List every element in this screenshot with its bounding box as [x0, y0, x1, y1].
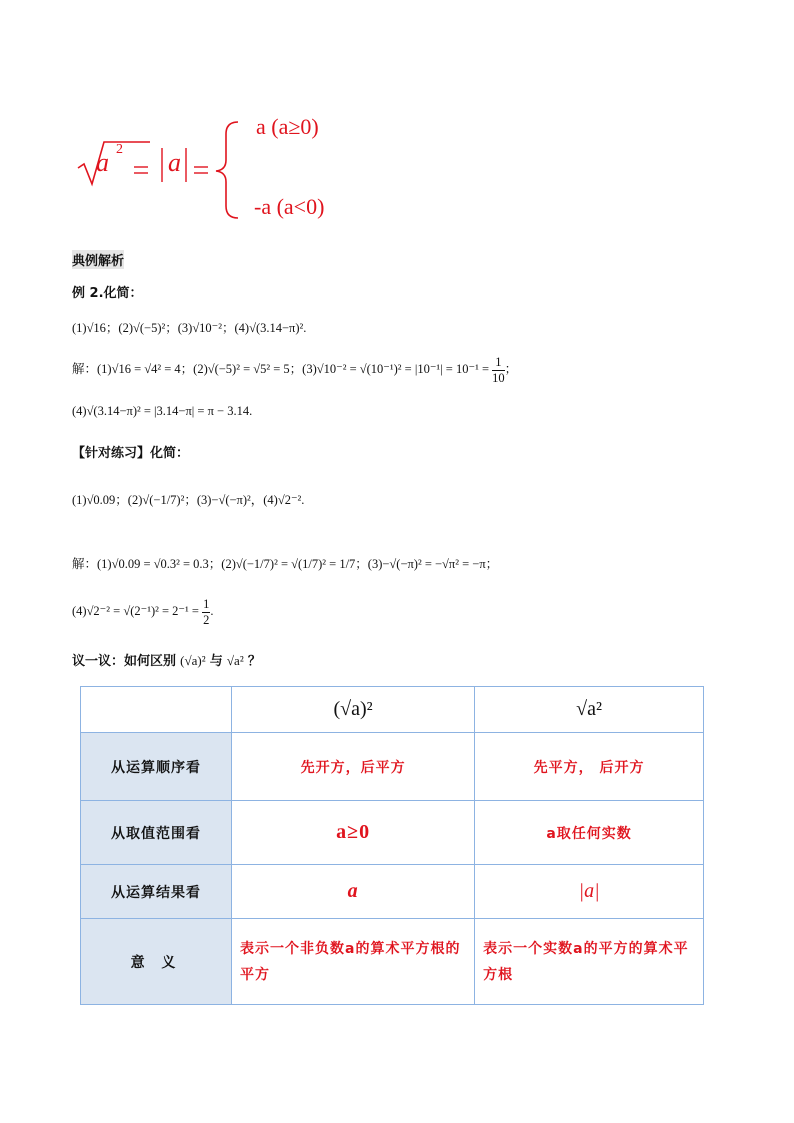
practice-solution-2: [72, 598, 213, 626]
table-corner-cell: [81, 687, 232, 733]
table-row: [81, 865, 704, 919]
discuss-mid: 与: [209, 654, 223, 669]
table-header-row: [81, 687, 704, 733]
discuss-end: ？: [247, 654, 261, 669]
solution-end: .: [210, 603, 214, 618]
example-solution-1: [72, 356, 517, 384]
row-label: 从运算顺序看: [81, 733, 232, 801]
example-title: 例 2.化简：: [72, 286, 143, 301]
discuss-expr-b: √a²: [226, 653, 244, 668]
solution-label: 解：: [72, 360, 98, 376]
frac-denominator: 2: [203, 612, 210, 627]
solution-end: ；: [504, 361, 518, 376]
cell-a: a: [232, 865, 475, 919]
discuss-line: [72, 650, 261, 669]
cell-a: 表示一个非负数a的算术平方根的平方: [232, 919, 475, 1005]
formula-lhs-exp: 2: [116, 142, 123, 157]
table-row: [81, 733, 704, 801]
definition-formula: [76, 114, 376, 230]
cell-a: 先开方，后平方: [232, 733, 475, 801]
cell-a: a≥0: [232, 801, 475, 865]
table-row: [81, 919, 704, 1005]
table-row: [81, 801, 704, 865]
example-problem: (1)√16；(2)√(−5)²；(3)√10⁻²；(4)√(3.14−π)².: [72, 321, 307, 335]
section-title: 典例解析: [72, 250, 124, 269]
cell-b: 表示一个实数a的平方的算术平方根: [475, 919, 704, 1005]
example-solution-2: (4)√(3.14−π)² = |3.14−π| = π − 3.14.: [72, 404, 253, 418]
formula-abs-var: a: [168, 148, 181, 177]
cell-b: a取任何实数: [475, 801, 704, 865]
frac-numerator: 1: [203, 597, 210, 611]
practice-title: 【针对练习】化简：: [72, 446, 190, 461]
formula-case-2: -a (a<0): [254, 194, 325, 219]
brace: [216, 122, 238, 218]
row-label: 意 义: [81, 919, 232, 1005]
formula-case-1: a (a≥0): [256, 114, 319, 139]
row-label: 从运算结果看: [81, 865, 232, 919]
discuss-label: 议一议：如何区别: [72, 654, 177, 669]
solution-label: 解：: [72, 556, 98, 571]
practice-solution-1: [72, 554, 498, 572]
solution-text: (4)√2⁻² = √(2⁻¹)² = 2⁻¹ =: [72, 603, 199, 618]
row-label: 从取值范围看: [81, 801, 232, 865]
comparison-table: [80, 686, 704, 1005]
formula-lhs: a: [96, 148, 109, 177]
table-head-a: (√a)²: [232, 687, 475, 733]
discuss-expr-a: (√a)²: [180, 653, 206, 668]
solution-text: (1)√16 = √4² = 4；(2)√(−5)² = √5² = 5；(3)√10⁻² = √(10⁻¹)² = |10⁻¹| = 10⁻¹ =: [97, 361, 490, 376]
frac-denominator: 10: [492, 370, 505, 385]
radical-sign: [78, 142, 150, 184]
cell-b: |a|: [475, 865, 704, 919]
table-head-b: √a²: [475, 687, 704, 733]
practice-problem: (1)√0.09；(2)√(−1/7)²；(3)−√(−π)²，(4)√2⁻².: [72, 493, 305, 507]
solution-text: (1)√0.09 = √0.3² = 0.3；(2)√(−1/7)² = √(1/7)² = 1/7；(3)−√(−π)² = −√π² = −π；: [97, 557, 499, 571]
cell-b: 先平方， 后开方: [475, 733, 704, 801]
frac-numerator: 1: [492, 356, 505, 371]
formula-graphics: [76, 120, 376, 230]
